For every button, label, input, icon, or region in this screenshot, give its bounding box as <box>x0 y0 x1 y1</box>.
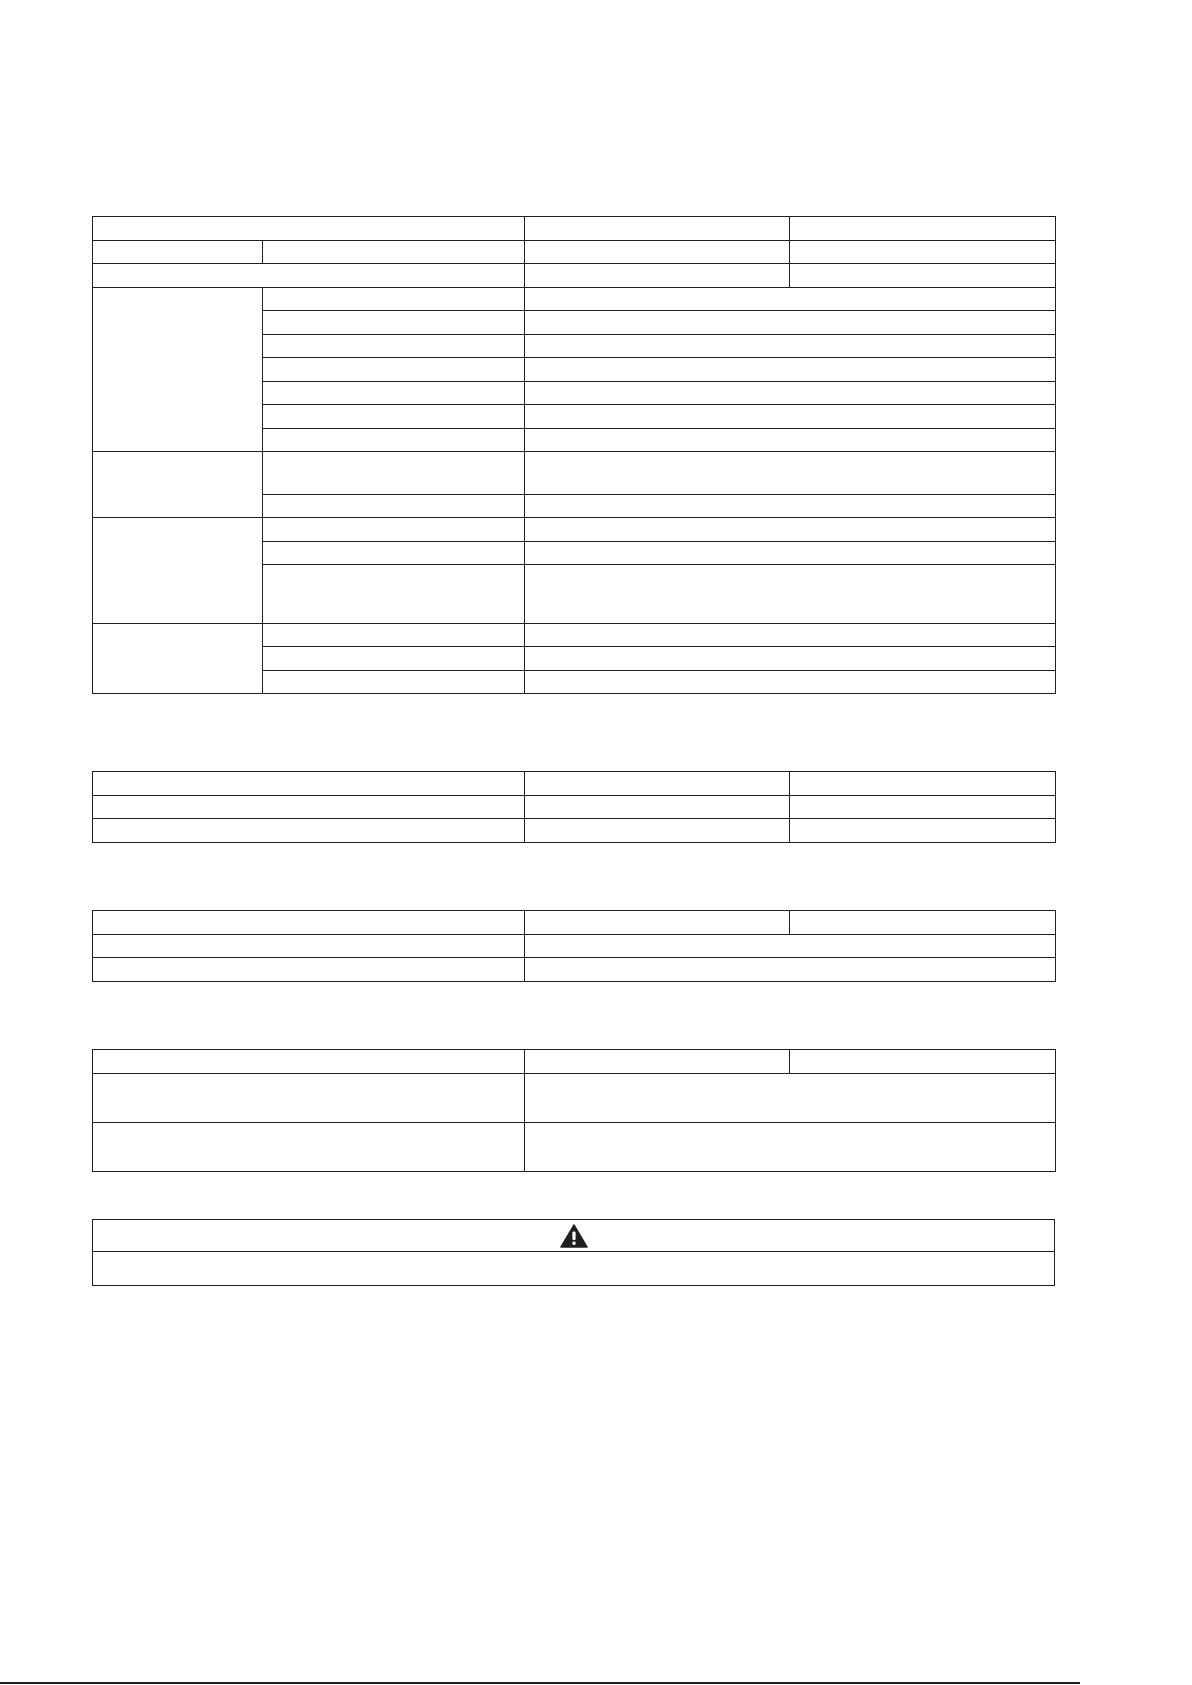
table-cell <box>263 647 525 671</box>
table-cell <box>263 452 525 495</box>
group-label-cell <box>93 623 263 694</box>
warning-title-row <box>93 1220 1055 1252</box>
table-cell <box>525 795 790 819</box>
table-cell <box>525 670 1056 694</box>
table-row <box>93 287 1056 311</box>
table-cell <box>525 494 1056 518</box>
table-cell <box>525 958 1056 982</box>
table-cell <box>525 772 790 796</box>
table-cell <box>93 240 263 264</box>
table-cell <box>525 911 790 935</box>
warning-body <box>93 1252 1055 1286</box>
table-cell <box>525 518 1056 542</box>
table-cell <box>525 264 790 288</box>
table-cell <box>263 541 525 565</box>
table-cell <box>790 772 1056 796</box>
table-cell <box>93 264 525 288</box>
table-cell <box>263 518 525 542</box>
table-cell <box>263 358 525 382</box>
table-row <box>93 518 1056 542</box>
table-cell <box>525 311 1056 335</box>
table-cell <box>93 911 525 935</box>
table-row <box>93 452 1056 495</box>
warning-box <box>92 1219 1055 1286</box>
table-cell <box>93 772 525 796</box>
table-cell <box>790 1050 1056 1074</box>
table-cell <box>790 911 1056 935</box>
table-cell <box>525 428 1056 452</box>
table-cell <box>263 311 525 335</box>
table-cell <box>790 795 1056 819</box>
table-row <box>93 1122 1056 1171</box>
table-cell <box>790 819 1056 843</box>
table-cell <box>263 334 525 358</box>
footer-rule <box>0 1682 1080 1684</box>
table-cell <box>263 240 525 264</box>
table-cell <box>93 819 525 843</box>
table-row <box>93 240 1056 264</box>
table-cell <box>525 1050 790 1074</box>
warning-body-row <box>93 1252 1055 1286</box>
table-cell <box>525 287 1056 311</box>
table-cell <box>93 934 525 958</box>
table-cell <box>263 623 525 647</box>
table-cell <box>525 381 1056 405</box>
table-cell <box>525 934 1056 958</box>
table-cell <box>790 264 1056 288</box>
table-cell <box>263 405 525 429</box>
table-cell <box>525 819 790 843</box>
table-cell <box>263 670 525 694</box>
table-cell <box>790 217 1056 241</box>
table-cell <box>93 217 525 241</box>
table-row <box>93 217 1056 241</box>
table-cell <box>263 287 525 311</box>
table-row <box>93 819 1056 843</box>
spec-table-2 <box>92 771 1056 843</box>
spec-table-main <box>92 216 1056 694</box>
table-row <box>93 1050 1056 1074</box>
spec-table-3 <box>92 910 1056 982</box>
table-cell <box>525 240 790 264</box>
table-cell <box>525 405 1056 429</box>
table-row <box>93 795 1056 819</box>
table-cell <box>525 541 1056 565</box>
table-row <box>93 934 1056 958</box>
table-cell <box>93 1050 525 1074</box>
table-row <box>93 772 1056 796</box>
table-cell <box>263 494 525 518</box>
spec-table-4 <box>92 1049 1056 1172</box>
table-cell <box>525 1073 1056 1122</box>
table-cell <box>525 623 1056 647</box>
table-cell <box>93 1122 525 1171</box>
table-cell <box>263 428 525 452</box>
group-label-cell <box>93 452 263 518</box>
table-row <box>93 623 1056 647</box>
table-cell <box>525 452 1056 495</box>
table-cell <box>525 217 790 241</box>
warning-triangle-icon <box>560 1224 588 1248</box>
group-label-cell <box>93 287 263 452</box>
group-label-cell <box>93 518 263 624</box>
table-cell <box>93 795 525 819</box>
table-cell <box>525 358 1056 382</box>
table-cell <box>263 565 525 624</box>
table-row <box>93 264 1056 288</box>
table-row <box>93 958 1056 982</box>
table-cell <box>525 1122 1056 1171</box>
table-cell <box>790 240 1056 264</box>
table-row <box>93 911 1056 935</box>
warning-title-cell <box>93 1220 1055 1252</box>
table-row <box>93 1073 1056 1122</box>
table-cell <box>263 381 525 405</box>
table-cell <box>525 334 1056 358</box>
table-cell <box>93 958 525 982</box>
table-cell <box>525 565 1056 624</box>
table-cell <box>525 647 1056 671</box>
table-cell <box>93 1073 525 1122</box>
